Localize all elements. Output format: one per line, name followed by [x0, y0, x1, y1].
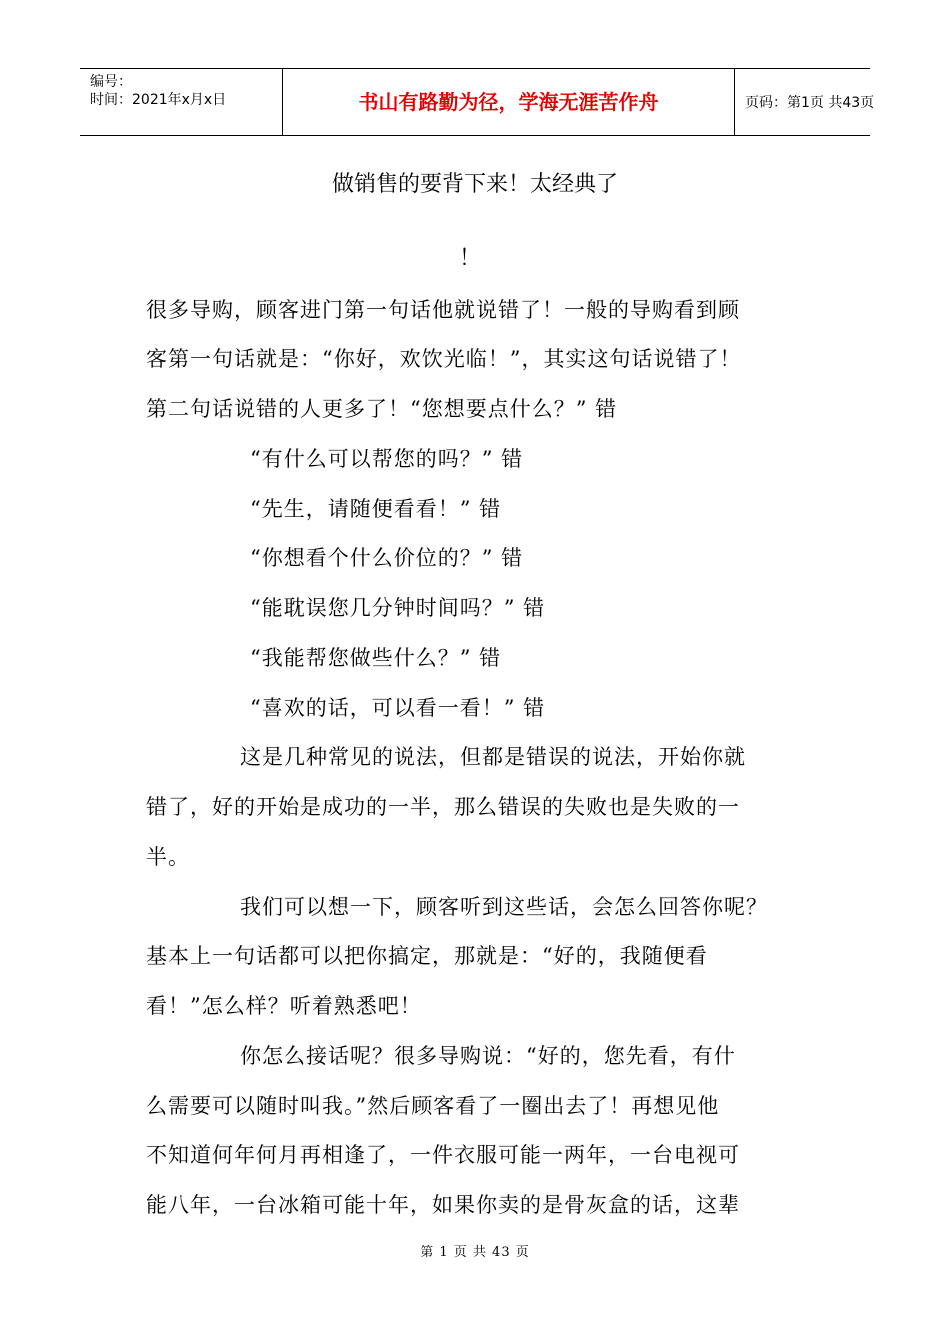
header-right-cell	[735, 69, 875, 135]
body-line: 客第一句话就是：“你好，欢饮光临！”，其实这句话说错了！	[146, 347, 742, 371]
body-line: 半。	[146, 845, 190, 869]
document-title-continued: ！	[458, 246, 481, 271]
body-line: 错了，好的开始是成功的一半，那么错误的失败也是失败的一	[146, 795, 740, 819]
body-line: “能耽误您几分钟时间吗？” 错	[250, 596, 546, 620]
body-line: “有什么可以帮您的吗？” 错	[250, 447, 524, 471]
motto-text: 书山有路勤为径，学海无涯苦作舟	[358, 90, 659, 114]
body-line: “你想看个什么价位的？” 错	[250, 546, 524, 570]
page-info: 页码：第1页 共43页	[745, 95, 875, 111]
body-line: 么需要可以随时叫我。”然后顾客看了一圈出去了！再想见他	[146, 1094, 720, 1118]
body-line: 不知道何年何月再相逢了，一件衣服可能一两年，一台电视可	[146, 1143, 740, 1167]
body-line: 你怎么接话呢？很多导购说：“好的，您先看，有什	[240, 1044, 736, 1068]
body-line: 基本上一句话都可以把你搞定，那就是：“好的，我随便看	[146, 944, 708, 968]
body-line: 这是几种常见的说法，但都是错误的说法，开始你就	[240, 745, 746, 769]
document-date: 时间：2021年x月x日	[90, 92, 227, 108]
body-line: “喜欢的话，可以看一看！” 错	[250, 696, 546, 720]
header-left-cell	[80, 69, 282, 135]
body-line: “我能帮您做些什么？” 错	[250, 646, 502, 670]
body-line: 能八年，一台冰箱可能十年，如果你卖的是骨灰盒的话，这辈	[146, 1193, 740, 1217]
body-line: “先生，请随便看看！” 错	[250, 497, 502, 521]
document-number: 编号：	[90, 74, 132, 90]
body-line: 看！”怎么样？听着熟悉吧！	[146, 994, 422, 1018]
page-footer: 第 1 页 共 43 页	[420, 1245, 530, 1260]
header-table	[80, 68, 875, 136]
body-line: 很多导购，顾客进门第一句话他就说错了！一般的导购看到顾	[146, 298, 740, 322]
document-title: 做销售的要背下来！太经典了	[331, 172, 618, 197]
header-middle-cell	[282, 69, 735, 135]
body-line: 第二句话说错的人更多了！“您想要点什么？” 错	[146, 397, 618, 421]
body-line: 我们可以想一下，顾客听到这些话，会怎么回答你呢？	[240, 895, 768, 919]
